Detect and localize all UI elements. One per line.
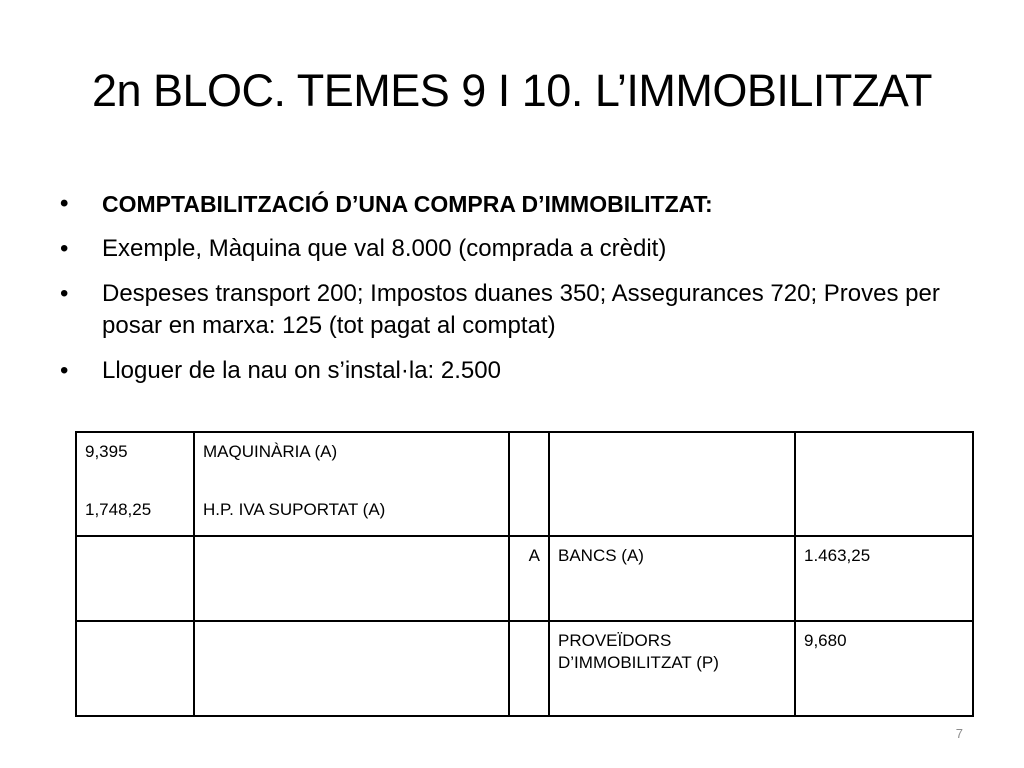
table-row (76, 432, 973, 536)
bullet-list (60, 188, 980, 400)
table-row (76, 621, 973, 716)
debit-account-cell (194, 536, 509, 621)
debit-account-cell (194, 621, 509, 716)
bullet-dot-icon: • (60, 357, 69, 384)
bullet-dot-icon: • (60, 235, 69, 262)
credit-amount-cell: 1.463,25 (795, 536, 973, 621)
credit-account-cell: BANCS (A) (549, 536, 795, 621)
debit-account: H.P. IVA SUPORTAT (A) (203, 500, 386, 519)
bullet-item (60, 278, 980, 342)
bullet-text: Exemple, Màquina que val 8.000 (comprada a crèdit) (102, 235, 667, 262)
journal-entry-table (75, 431, 974, 717)
credit-account-cell (549, 432, 795, 536)
bullet-item (60, 188, 980, 220)
debit-amount-cell (76, 536, 194, 621)
bullet-text: Lloguer de la nau on s’instal·la: 2.500 (102, 357, 501, 384)
debit-amount: 9,395 (85, 442, 128, 461)
debit-amount-cell (76, 621, 194, 716)
page-number: 7 (955, 726, 963, 741)
debit-account: MAQUINÀRIA (A) (203, 442, 338, 461)
credit-account-cell (549, 621, 795, 716)
credit-account-line: PROVEÏDORS (558, 631, 672, 650)
separator-cell: A (509, 536, 549, 621)
bullet-dot-icon: • (60, 190, 69, 217)
credit-account-line: D’IMMOBILITZAT (P) (558, 653, 719, 672)
bullet-dot-icon: • (60, 280, 69, 307)
debit-amount: 1,748,25 (85, 500, 152, 519)
table-row (76, 536, 973, 621)
bullet-text: Despeses transport 200; Impostos duanes 350; Assegurances 720; Proves per posar en marxa: 125 (tot pagat al comptat) (102, 280, 940, 339)
slide-title: 2n BLOC. TEMES 9 I 10. L’IMMOBILITZAT (91, 65, 933, 116)
bullet-item (60, 355, 980, 387)
bullet-text: COMPTABILITZACIÓ D’UNA COMPRA D’IMMOBILITZAT: (102, 191, 713, 217)
debit-amount-cell (76, 432, 194, 536)
separator-cell (509, 432, 549, 536)
credit-amount-cell: 9,680 (795, 621, 973, 716)
separator-cell (509, 621, 549, 716)
debit-account-cell (194, 432, 509, 536)
bullet-item (60, 233, 980, 265)
credit-amount-cell (795, 432, 973, 536)
